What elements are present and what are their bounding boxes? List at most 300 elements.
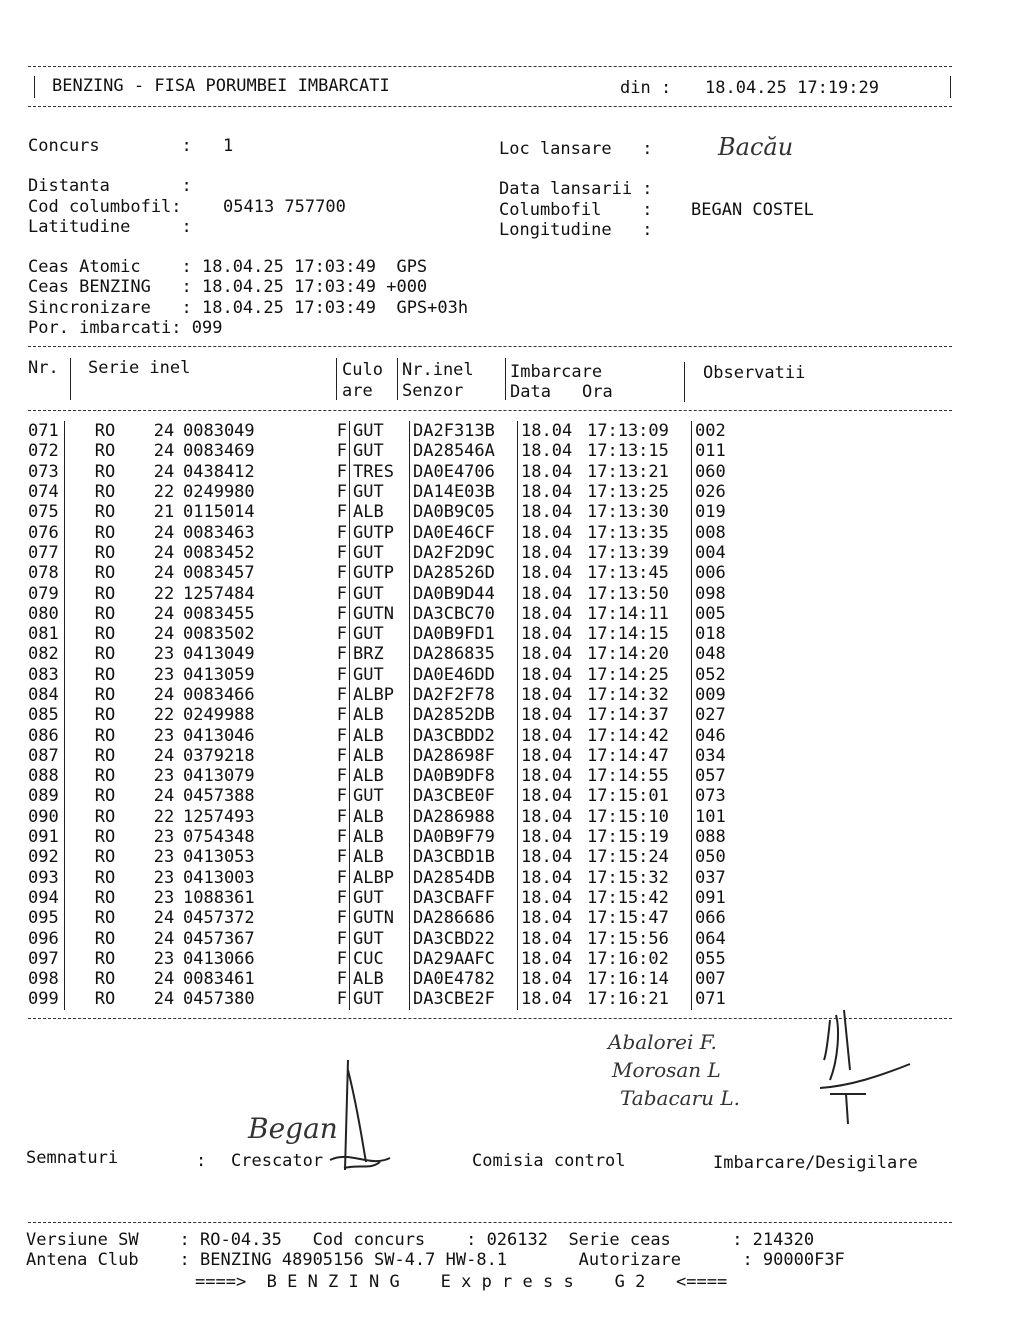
- row-number: 092: [28, 847, 65, 867]
- row-number: 082: [28, 644, 65, 664]
- sex-code: F: [333, 786, 350, 806]
- table-row: [28, 522, 726, 542]
- embark-date: 18.04: [521, 502, 573, 523]
- table-row: [28, 807, 726, 827]
- observation: 048: [695, 644, 726, 665]
- embark-date: 18.04: [521, 705, 573, 726]
- observation: 027: [695, 705, 726, 726]
- sensor-ring: DA3CBD22: [410, 928, 518, 948]
- sex-code: F: [333, 868, 350, 888]
- sex-code: F: [333, 766, 350, 786]
- ring-series: RO: [94, 421, 116, 442]
- loc-lansare-label: Loc lansare :: [499, 139, 653, 159]
- embark-time: 17:13:50: [587, 583, 692, 603]
- sex-code: F: [333, 482, 350, 502]
- row-number: 079: [28, 583, 65, 603]
- embark-date: 18.04: [521, 624, 573, 645]
- columbofil-value: BEGAN COSTEL: [691, 200, 814, 220]
- table-row: [28, 705, 726, 725]
- observation: 057: [695, 766, 726, 787]
- sex-code: F: [333, 969, 350, 989]
- sensor-ring: DA0B9C05: [410, 502, 518, 522]
- observation: 008: [695, 522, 726, 543]
- observation: 019: [695, 502, 726, 523]
- color-code: GUTP: [350, 563, 410, 583]
- sensor-ring: DA3CBC70: [410, 604, 518, 624]
- embark-time: 17:15:32: [587, 868, 692, 888]
- sex-code: F: [333, 827, 350, 847]
- sensor-ring: DA28546A: [410, 441, 518, 461]
- ring-number: 0083463: [183, 522, 255, 543]
- table-row: [28, 847, 726, 867]
- sex-code: F: [333, 949, 350, 969]
- row-number: 089: [28, 786, 65, 806]
- sensor-ring: DA0B9F79: [410, 827, 518, 847]
- row-number: 080: [28, 604, 65, 624]
- color-code: ALB: [350, 725, 410, 745]
- color-code: GUT: [350, 543, 410, 563]
- header-sep-3: [397, 358, 398, 400]
- header-sep-2: [336, 358, 337, 400]
- sex-code: F: [333, 807, 350, 827]
- color-code: GUT: [350, 441, 410, 461]
- embark-time: 17:14:11: [587, 604, 692, 624]
- sensor-ring: DA29AAFC: [410, 949, 518, 969]
- embark-date: 18.04: [521, 685, 573, 705]
- sex-code: F: [333, 502, 350, 522]
- sex-code: F: [333, 665, 350, 685]
- cod-columbofil-value: 05413 757700: [223, 197, 346, 217]
- top-divider: [28, 66, 952, 67]
- embark-date: 18.04: [521, 664, 573, 685]
- row-number: 094: [28, 888, 65, 908]
- table-row: [28, 421, 726, 441]
- ring-series: RO: [94, 685, 116, 705]
- embark-time: 17:15:56: [587, 928, 692, 948]
- color-code: ALB: [350, 827, 410, 847]
- ceas-atomic: Ceas Atomic : 18.04.25 17:03:49 GPS: [28, 257, 428, 277]
- observation: 018: [695, 624, 726, 645]
- col-header-culoare-1: Culo: [342, 360, 383, 380]
- row-number: 099: [28, 989, 65, 1009]
- sincronizare: Sincronizare : 18.04.25 17:03:49 GPS+03h: [28, 298, 469, 318]
- embark-time: 17:15:10: [587, 807, 692, 827]
- pigeon-table: [28, 421, 726, 1010]
- color-code: GUT: [350, 665, 410, 685]
- sensor-ring: DA3CBDD2: [410, 725, 518, 745]
- ring-year: 24: [153, 989, 175, 1010]
- color-code: GUT: [350, 928, 410, 948]
- col-header-nr-inel-1: Nr.inel: [402, 360, 474, 380]
- sex-code: F: [333, 644, 350, 664]
- table-row: [28, 766, 726, 786]
- cod-columbofil-label: Cod columbofil:: [28, 197, 182, 217]
- row-number: 087: [28, 746, 65, 766]
- embark-date: 18.04: [521, 806, 573, 827]
- sex-code: F: [333, 746, 350, 766]
- ceas-benzing: Ceas BENZING : 18.04.25 17:03:49 +000: [28, 277, 428, 297]
- table-row: [28, 665, 726, 685]
- ring-series: RO: [94, 908, 116, 929]
- sex-code: F: [333, 908, 350, 928]
- ring-number: 0457372: [183, 908, 255, 929]
- observation: 098: [695, 583, 726, 604]
- ring-number: 0754348: [183, 827, 255, 848]
- ring-number: 0413003: [183, 867, 255, 888]
- ring-number: 0413079: [183, 766, 255, 787]
- row-number: 098: [28, 969, 65, 989]
- col-header-data: Data: [510, 382, 551, 402]
- embark-time: 17:13:39: [587, 543, 692, 563]
- embark-time: 17:16:14: [587, 969, 692, 989]
- embark-time: 17:14:42: [587, 725, 692, 745]
- sex-code: F: [333, 928, 350, 948]
- ring-year: 23: [153, 948, 175, 969]
- comisia-control-label: Comisia control: [472, 1151, 626, 1171]
- sex-code: F: [333, 441, 350, 461]
- table-row: [28, 786, 726, 806]
- col-header-serie-inel: Serie inel: [88, 358, 191, 378]
- col-header-imbarcare: Imbarcare: [510, 362, 603, 382]
- ring-year: 23: [153, 664, 175, 685]
- embark-time: 17:13:21: [587, 462, 692, 482]
- ring-year: 23: [153, 847, 175, 868]
- ring-series: RO: [94, 624, 116, 645]
- header-sep-4: [505, 358, 506, 400]
- ring-year: 24: [153, 441, 175, 462]
- embark-time: 17:16:02: [587, 949, 692, 969]
- observation: 046: [695, 725, 726, 746]
- ring-number: 0083461: [183, 969, 255, 990]
- ring-year: 24: [153, 603, 175, 624]
- sensor-ring: DA14E03B: [410, 482, 518, 502]
- row-number: 083: [28, 665, 65, 685]
- ring-series: RO: [94, 725, 116, 746]
- ring-number: 0379218: [183, 745, 255, 766]
- table-row: [28, 908, 726, 928]
- ring-series: RO: [94, 969, 116, 990]
- table-row: [28, 989, 726, 1009]
- embark-time: 17:13:30: [587, 502, 692, 522]
- ring-year: 24: [153, 522, 175, 543]
- ring-year: 23: [153, 644, 175, 665]
- table-row: [28, 441, 726, 461]
- ring-series: RO: [94, 522, 116, 543]
- row-number: 090: [28, 807, 65, 827]
- embark-date: 18.04: [521, 583, 573, 604]
- embark-date: 18.04: [521, 542, 573, 563]
- latitudine-label: Latitudine :: [28, 217, 192, 237]
- embark-date: 18.04: [521, 867, 573, 888]
- sex-code: F: [333, 705, 350, 725]
- semnaturi-label: Semnaturi: [26, 1148, 119, 1168]
- color-code: ALB: [350, 502, 410, 522]
- sex-code: F: [333, 604, 350, 624]
- ring-year: 24: [153, 745, 175, 766]
- ring-series: RO: [94, 603, 116, 624]
- ring-series: RO: [94, 563, 116, 584]
- sex-code: F: [333, 624, 350, 644]
- sensor-ring: DA0B9FD1: [410, 624, 518, 644]
- row-number: 084: [28, 685, 65, 705]
- ring-number: 0083469: [183, 441, 255, 462]
- observation: 005: [695, 603, 726, 624]
- row-number: 074: [28, 482, 65, 502]
- ring-number: 0115014: [183, 502, 255, 523]
- ring-series: RO: [94, 989, 116, 1010]
- table-row: [28, 502, 726, 522]
- color-code: ALB: [350, 807, 410, 827]
- observation: 073: [695, 786, 726, 807]
- col-header-nr-inel-2: Senzor: [402, 381, 464, 401]
- embark-time: 17:14:32: [587, 685, 692, 705]
- sex-code: F: [333, 888, 350, 908]
- sensor-ring: DA28526D: [410, 563, 518, 583]
- observation: 055: [695, 948, 726, 969]
- row-number: 085: [28, 705, 65, 725]
- sensor-ring: DA2852DB: [410, 705, 518, 725]
- porumbei-imbarcati: Por. imbarcati: 099: [28, 318, 223, 338]
- header-sep-1: [70, 358, 71, 400]
- sensor-ring: DA2F2F78: [410, 685, 518, 705]
- embark-time: 17:13:09: [587, 421, 692, 441]
- observation: 011: [695, 441, 726, 462]
- embark-time: 17:15:42: [587, 888, 692, 908]
- row-number: 091: [28, 827, 65, 847]
- row-number: 078: [28, 563, 65, 583]
- observation: 034: [695, 745, 726, 766]
- ring-year: 24: [153, 969, 175, 990]
- sensor-ring: DA2854DB: [410, 868, 518, 888]
- observation: 004: [695, 542, 726, 563]
- ring-number: 0083457: [183, 563, 255, 584]
- ring-number: 0457388: [183, 786, 255, 807]
- sensor-ring: DA286835: [410, 644, 518, 664]
- color-code: ALB: [350, 746, 410, 766]
- table-row: [28, 888, 726, 908]
- table-row: [28, 685, 726, 705]
- sensor-ring: DA2F2D9C: [410, 543, 518, 563]
- row-number: 088: [28, 766, 65, 786]
- embark-time: 17:13:45: [587, 563, 692, 583]
- color-code: GUT: [350, 888, 410, 908]
- embark-time: 17:13:15: [587, 441, 692, 461]
- row-number: 071: [28, 421, 65, 441]
- row-number: 072: [28, 441, 65, 461]
- sex-code: F: [333, 725, 350, 745]
- ring-series: RO: [94, 827, 116, 848]
- table-row: [28, 583, 726, 603]
- print-date: 18.04.25 17:19:29: [705, 78, 879, 98]
- row-number: 097: [28, 949, 65, 969]
- table-row: [28, 928, 726, 948]
- sensor-ring: DA0B9DF8: [410, 766, 518, 786]
- semnaturi-colon: :: [196, 1151, 207, 1171]
- crescator-handwritten-name: Began: [248, 1112, 338, 1145]
- row-number: 096: [28, 928, 65, 948]
- col-header-culoare-2: are: [342, 381, 373, 401]
- embark-date: 18.04: [521, 522, 573, 543]
- observation: 091: [695, 887, 726, 908]
- ring-series: RO: [94, 766, 116, 787]
- table-row: [28, 604, 726, 624]
- ring-number: 0083502: [183, 624, 255, 645]
- color-code: GUTP: [350, 522, 410, 542]
- ring-year: 24: [153, 624, 175, 645]
- ring-year: 23: [153, 766, 175, 787]
- embark-date: 18.04: [521, 563, 573, 584]
- commission-handwritten-2: Morosan L: [612, 1058, 721, 1082]
- embark-time: 17:16:21: [587, 989, 692, 1009]
- sensor-ring: DA0E4782: [410, 969, 518, 989]
- table-header-divider: [28, 410, 952, 411]
- ring-number: 0083455: [183, 603, 255, 624]
- embark-time: 17:15:01: [587, 786, 692, 806]
- embark-date: 18.04: [521, 745, 573, 766]
- col-header-ora: Ora: [582, 382, 613, 402]
- row-number: 081: [28, 624, 65, 644]
- embark-time: 17:15:24: [587, 847, 692, 867]
- ring-series: RO: [94, 502, 116, 523]
- row-number: 077: [28, 543, 65, 563]
- observation: 088: [695, 827, 726, 848]
- document-title: BENZING - FISA PORUMBEI IMBARCATI: [52, 76, 390, 96]
- color-code: ALB: [350, 969, 410, 989]
- sex-code: F: [333, 685, 350, 705]
- color-code: BRZ: [350, 644, 410, 664]
- embark-date: 18.04: [521, 948, 573, 969]
- color-code: GUTN: [350, 604, 410, 624]
- crescator-label: Crescator: [231, 1151, 324, 1171]
- color-code: ALB: [350, 766, 410, 786]
- embark-date: 18.04: [521, 928, 573, 949]
- col-header-observatii: Observatii: [703, 363, 806, 383]
- ring-number: 0083049: [183, 421, 255, 442]
- row-number: 086: [28, 725, 65, 745]
- ring-series: RO: [94, 644, 116, 665]
- header-sep-5: [684, 362, 685, 402]
- header-divider: [28, 106, 952, 107]
- sensor-ring: DA0B9D44: [410, 583, 518, 603]
- ring-number: 0413059: [183, 664, 255, 685]
- date-label: din :: [620, 78, 672, 98]
- ring-series: RO: [94, 806, 116, 827]
- observation: 006: [695, 563, 726, 584]
- embark-date: 18.04: [521, 786, 573, 807]
- observation: 009: [695, 685, 726, 705]
- observation: 052: [695, 664, 726, 685]
- sex-code: F: [333, 563, 350, 583]
- table-row: [28, 462, 726, 482]
- table-row: [28, 563, 726, 583]
- ring-year: 21: [153, 502, 175, 523]
- ring-series: RO: [94, 928, 116, 949]
- sex-code: F: [333, 543, 350, 563]
- embark-date: 18.04: [521, 989, 573, 1010]
- embark-date: 18.04: [521, 482, 573, 503]
- col-header-nr: Nr.: [28, 358, 59, 378]
- color-code: TRES: [350, 462, 410, 482]
- ring-year: 24: [153, 563, 175, 584]
- color-code: GUT: [350, 583, 410, 603]
- ring-number: 0413053: [183, 847, 255, 868]
- ring-year: 24: [153, 908, 175, 929]
- ring-number: 1257493: [183, 806, 255, 827]
- ring-series: RO: [94, 887, 116, 908]
- embark-time: 17:14:47: [587, 746, 692, 766]
- table-row: [28, 746, 726, 766]
- ring-series: RO: [94, 786, 116, 807]
- table-row: [28, 725, 726, 745]
- table-row: [28, 543, 726, 563]
- loc-lansare-handwritten: Bacău: [718, 133, 794, 161]
- ring-year: 23: [153, 827, 175, 848]
- embark-time: 17:15:19: [587, 827, 692, 847]
- ring-year: 24: [153, 786, 175, 807]
- ring-series: RO: [94, 745, 116, 766]
- embark-time: 17:14:15: [587, 624, 692, 644]
- sensor-ring: DA0E46CF: [410, 522, 518, 542]
- color-code: GUT: [350, 624, 410, 644]
- sensor-ring: DA286686: [410, 908, 518, 928]
- ring-series: RO: [94, 441, 116, 462]
- concurs-value: 1: [223, 136, 234, 156]
- observation: 071: [695, 989, 726, 1010]
- embark-time: 17:14:25: [587, 665, 692, 685]
- embark-date: 18.04: [521, 603, 573, 624]
- sensor-ring: DA286988: [410, 807, 518, 827]
- ring-series: RO: [94, 583, 116, 604]
- color-code: CUC: [350, 949, 410, 969]
- ring-year: 24: [153, 928, 175, 949]
- ring-series: RO: [94, 867, 116, 888]
- ring-year: 23: [153, 725, 175, 746]
- observation: 026: [695, 482, 726, 503]
- ring-year: 22: [153, 583, 175, 604]
- embark-date: 18.04: [521, 908, 573, 929]
- embark-date: 18.04: [521, 725, 573, 746]
- row-number: 076: [28, 522, 65, 542]
- color-code: GUT: [350, 989, 410, 1009]
- color-code: ALBP: [350, 685, 410, 705]
- color-code: GUT: [350, 421, 410, 441]
- table-row: [28, 624, 726, 644]
- ring-year: 24: [153, 461, 175, 482]
- observation: 002: [695, 421, 726, 442]
- embark-time: 17:13:25: [587, 482, 692, 502]
- embark-time: 17:13:35: [587, 522, 692, 542]
- table-top-divider: [28, 346, 952, 347]
- sex-code: F: [333, 847, 350, 867]
- observation: 037: [695, 867, 726, 888]
- ring-number: 0457367: [183, 928, 255, 949]
- distanta-label: Distanta :: [28, 176, 192, 196]
- footer-line-3: ====> B E N Z I N G E x p r e s s G 2 <====: [195, 1272, 728, 1292]
- table-row: [28, 969, 726, 989]
- ring-number: 0413066: [183, 948, 255, 969]
- commission-handwritten-1: Abalorei F.: [608, 1030, 717, 1054]
- ring-number: 0083466: [183, 685, 255, 705]
- ring-year: 24: [153, 542, 175, 563]
- color-code: GUT: [350, 482, 410, 502]
- table-row: [28, 482, 726, 502]
- imbarcare-desigilare-label: Imbarcare/Desigilare: [713, 1153, 918, 1173]
- commission-handwritten-3: Tabacaru L.: [620, 1086, 740, 1110]
- sex-code: F: [333, 989, 350, 1009]
- sex-code: F: [333, 421, 350, 441]
- ring-number: 1088361: [183, 887, 255, 908]
- embark-date: 18.04: [521, 887, 573, 908]
